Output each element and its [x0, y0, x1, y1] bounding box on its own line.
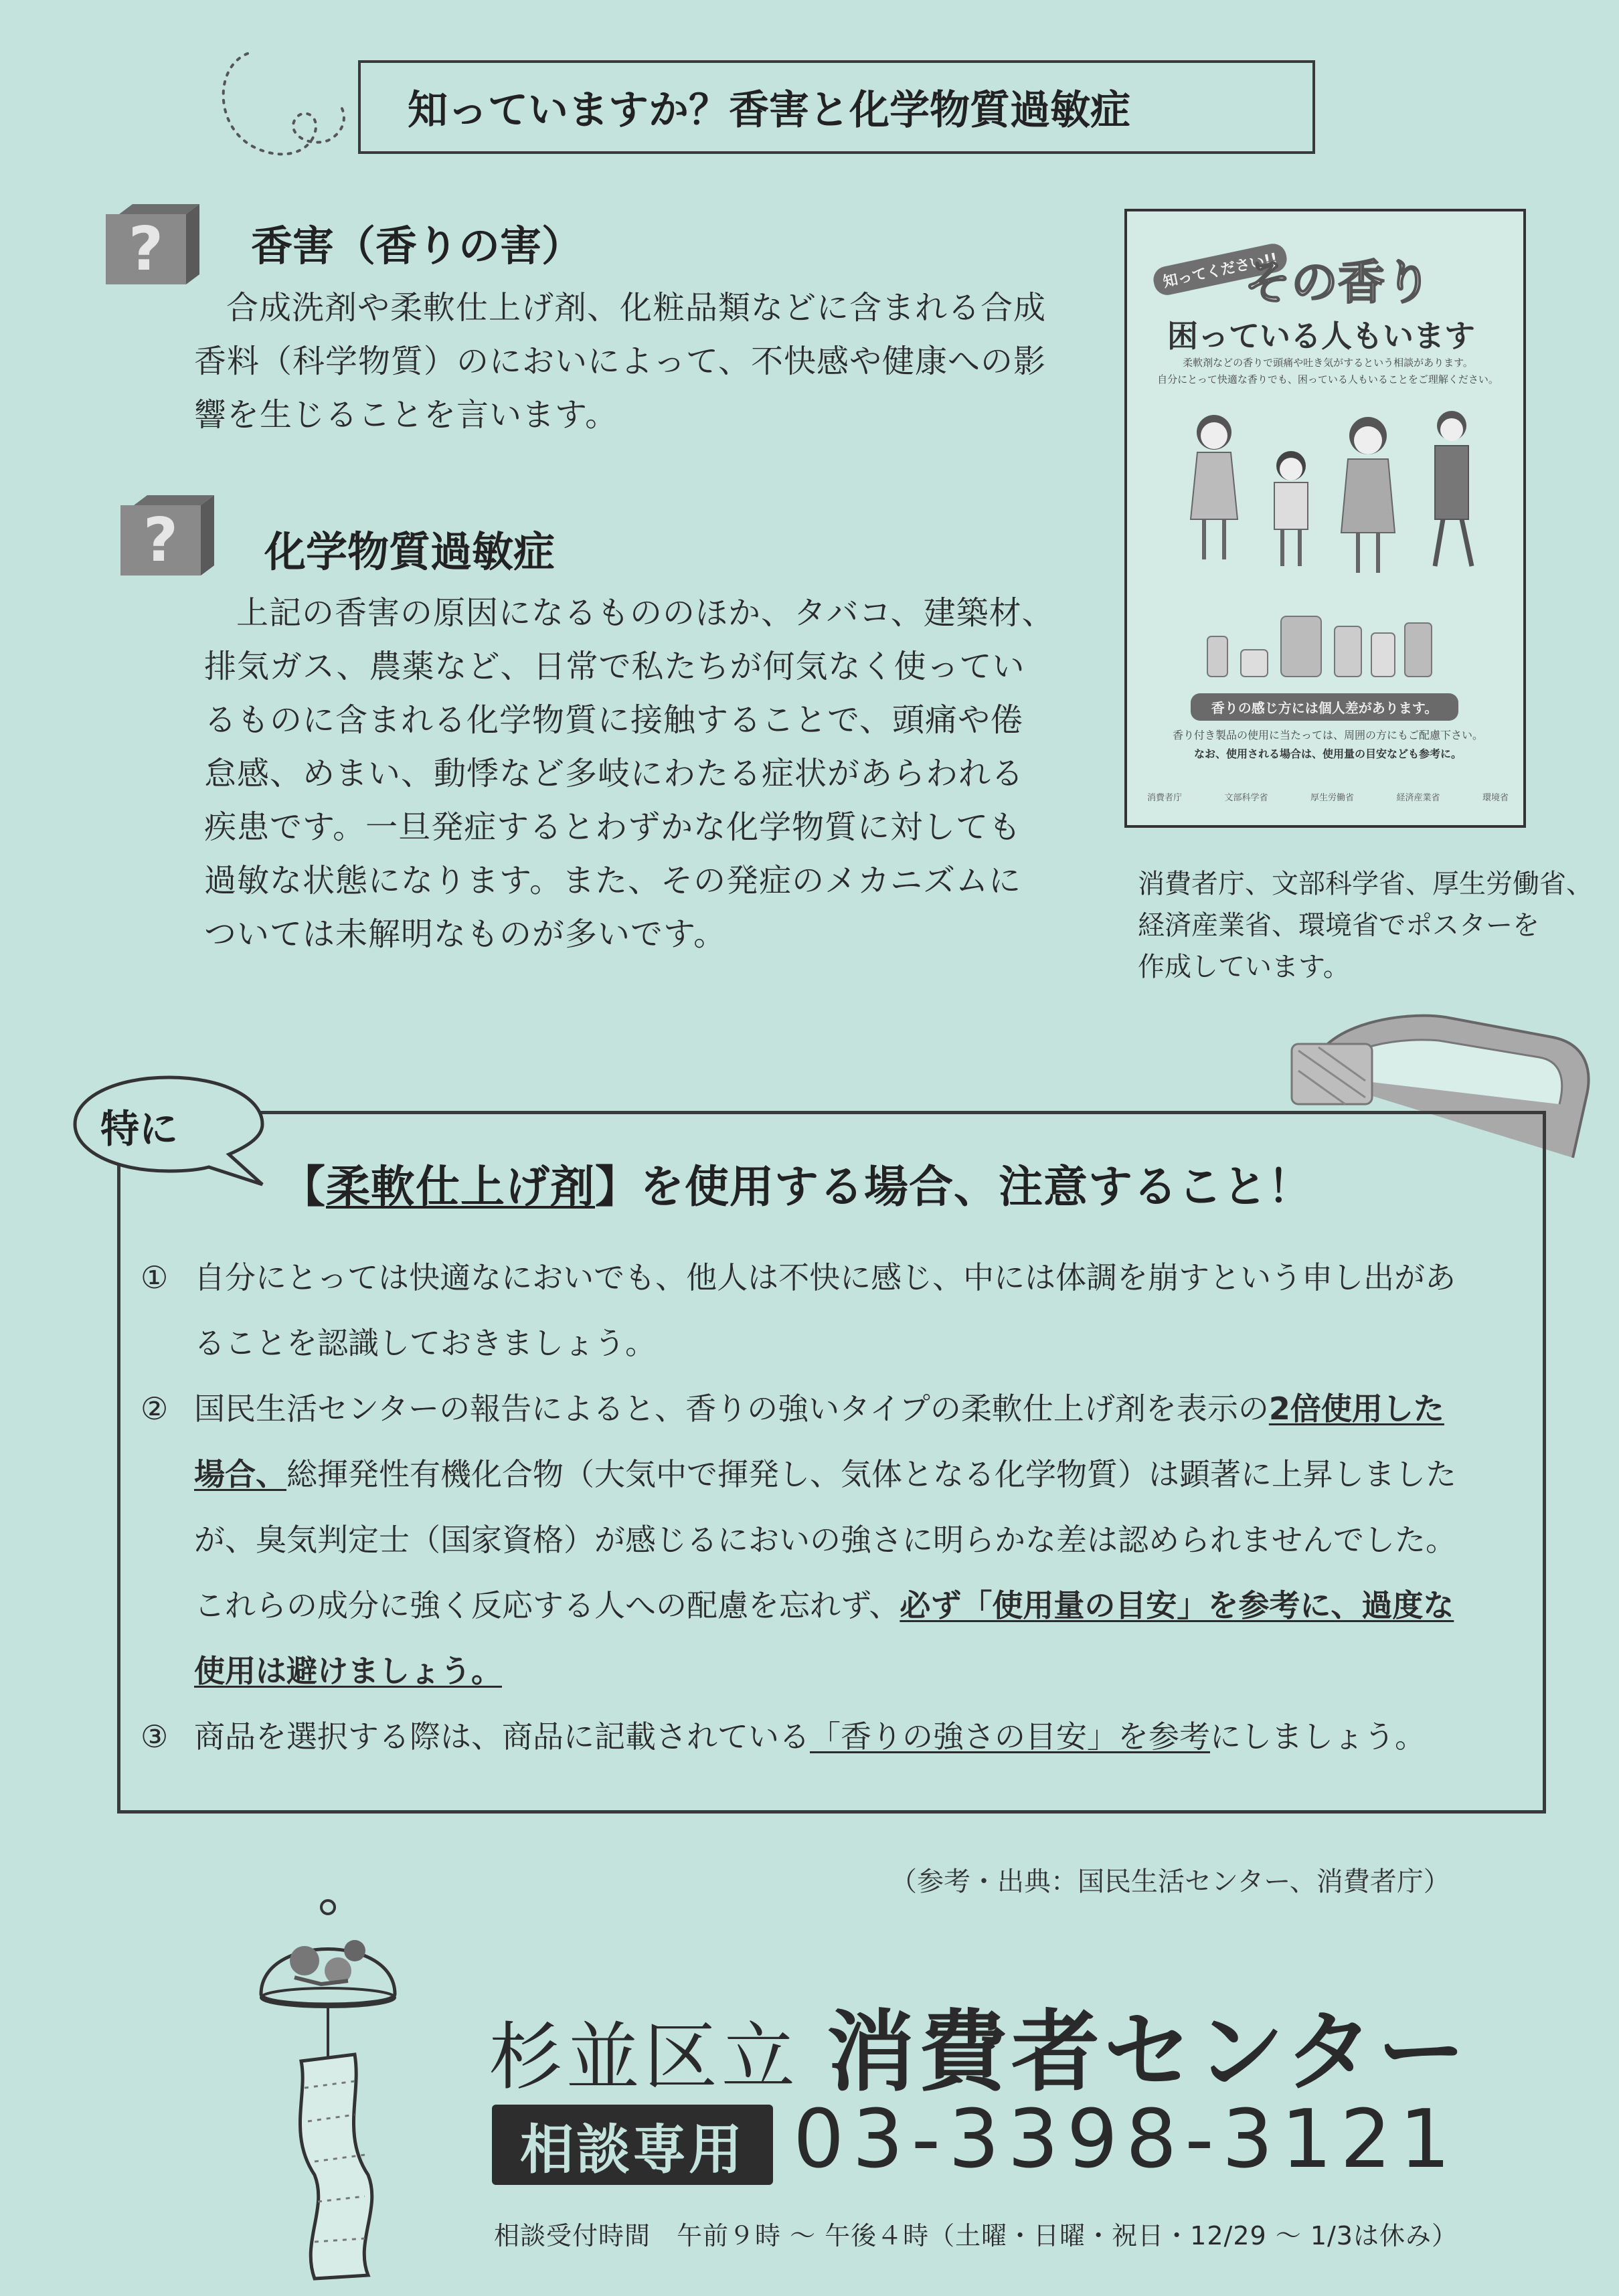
- center-name: [489, 1981, 1470, 2108]
- caption-line: 作成しています。: [1138, 952, 1350, 982]
- body-line: 香料（科学物質）のにおいによって、不快感や健康への影: [194, 343, 1047, 380]
- source-note: （参考・出典：国民生活センター、消費者庁）: [890, 1866, 1450, 1897]
- poster-caption: [1138, 863, 1606, 988]
- item-emphasis: 場合、: [194, 1456, 286, 1492]
- question-cube-icon: [114, 489, 221, 582]
- caption-line: 消費者庁、文部科学省、厚生労働省、: [1138, 869, 1593, 899]
- poster-text: なお、使用される場合は、使用量の目安なども参考に。: [1193, 747, 1462, 760]
- body-line: 合成洗剤や柔軟仕上げ剤、化粧品類などに含まれる合成: [226, 289, 1047, 327]
- caution-item-2: [141, 1376, 1533, 1704]
- poster-text: 柔軟剤などの香りで頭痛や吐き気がするという相談があります。: [1183, 357, 1473, 369]
- poster-text: 香り付き製品の使用に当たっては、周囲の方にもご配慮下さい。: [1172, 729, 1483, 741]
- poster-badge: 知ってください!!: [1151, 241, 1290, 297]
- section-heading-mcs: 化学物質過敏症: [264, 527, 556, 576]
- poster-band: 香りの感じ方には個人差があります。: [1191, 693, 1458, 721]
- poster-logo: 文部科学省: [1224, 793, 1268, 803]
- poster-image: [1124, 209, 1526, 828]
- item-text: ることを認識しておきましょう。: [194, 1325, 656, 1361]
- consult-hours: 相談受付時間 午前９時 〜 午後４時（土曜・日曜・祝日・12/29 〜 1/3は休み）: [494, 2221, 1458, 2250]
- section-body-mcs: [204, 586, 1094, 961]
- item-text: 自分にとっては快適なにおいでも、他人は不快に感じ、中には体調を崩すという申し出があ: [194, 1259, 1456, 1296]
- question-cube-icon: [99, 197, 206, 291]
- body-line: るものに含まれる化学物質に接触することで、頭痛や倦: [204, 701, 1024, 739]
- poster-logo: 環境省: [1482, 793, 1509, 803]
- speech-bubble-label: 特に: [100, 1106, 179, 1152]
- item-text: にしましょう。: [1210, 1718, 1426, 1755]
- item-text: が、臭気判定士（国家資格）が感じるにおいの強さに明らかな差は認められませんでした。: [194, 1522, 1456, 1558]
- caption-line: 経済産業省、環境省でポスターを: [1138, 910, 1539, 941]
- item-text: これらの成分に強く反応する人への配慮を忘れず、: [194, 1587, 900, 1623]
- body-line: 疾患です。一旦発症するとわずかな化学物質に対しても: [204, 808, 1022, 846]
- svg-text:?: ?: [128, 214, 164, 284]
- people-illustration-icon: [1167, 406, 1488, 593]
- item-number: ②: [141, 1391, 169, 1427]
- item-emphasis: 「香りの強さの目安」を参考: [810, 1718, 1210, 1755]
- ward-name: 杉並区立: [489, 2014, 799, 2100]
- item-text: 国民生活センターの報告によると、香りの強いタイプの柔軟仕上げ剤を表示の: [194, 1391, 1269, 1427]
- consult-label: 相談専用: [492, 2105, 773, 2185]
- item-text: 商品を選択する際は、商品に記載されている: [194, 1718, 810, 1755]
- item-text: 総揮発性有機化合物（大気中で揮発し、気体となる化学物質）は顕著に上昇しました: [286, 1456, 1456, 1492]
- poster-logo: 消費者庁: [1147, 793, 1183, 803]
- body-line: 過敏な状態になります。また、その発症のメカニズムに: [204, 862, 1022, 899]
- item-emphasis: 2倍使用した: [1268, 1391, 1444, 1427]
- heading-keyword: 柔軟仕上げ剤: [326, 1161, 595, 1213]
- page-title: 知っていますか？香害と化学物質過敏症: [358, 60, 1315, 154]
- caution-heading: [281, 1151, 1312, 1215]
- phone-number[interactable]: 03-3398-3121: [793, 2093, 1459, 2186]
- center-title: 消費者センター: [826, 2001, 1470, 2104]
- item-emphasis: 使用は避けましょう。: [194, 1653, 502, 1689]
- poster-title: その香り: [1244, 255, 1432, 310]
- svg-text:?: ?: [143, 505, 179, 576]
- body-line: ついては未解明なものが多いです。: [204, 915, 727, 953]
- caution-items: [141, 1245, 1533, 1769]
- heading-bracket-open: 【: [281, 1161, 326, 1213]
- caution-item-1: [141, 1245, 1533, 1376]
- item-number: ①: [141, 1259, 169, 1296]
- bottles-illustration-icon: [1201, 603, 1468, 683]
- poster-logos: [1147, 790, 1509, 803]
- section-body-kougai: [194, 281, 1084, 442]
- poster-logo: 厚生労働省: [1310, 793, 1354, 803]
- body-line: 響を生じることを言います。: [194, 396, 618, 434]
- body-line: 上記の香害の原因になるもののほか、タバコ、建築材、: [236, 594, 1055, 632]
- section-heading-kougai: 香害（香りの害）: [251, 222, 584, 270]
- item-emphasis: 必ず「使用量の目安」を参考に、過度な: [900, 1587, 1454, 1623]
- wind-chime-icon: [221, 1894, 442, 2282]
- poster-subtitle: 困っている人もいます: [1167, 318, 1475, 354]
- heading-rest: 】を使用する場合、注意すること！: [595, 1161, 1312, 1213]
- dotted-swirl-icon: [207, 40, 361, 174]
- item-number: ③: [141, 1718, 169, 1755]
- caution-item-3: [141, 1704, 1533, 1769]
- poster-text: 自分にとって快適な香りでも、困っている人もいることをご理解ください。: [1157, 373, 1499, 385]
- body-line: 排気ガス、農薬など、日常で私たちが何気なく使ってい: [204, 648, 1025, 685]
- body-line: 怠感、めまい、動悸など多岐にわたる症状があらわれる: [204, 755, 1025, 792]
- poster-logo: 経済産業省: [1396, 793, 1440, 803]
